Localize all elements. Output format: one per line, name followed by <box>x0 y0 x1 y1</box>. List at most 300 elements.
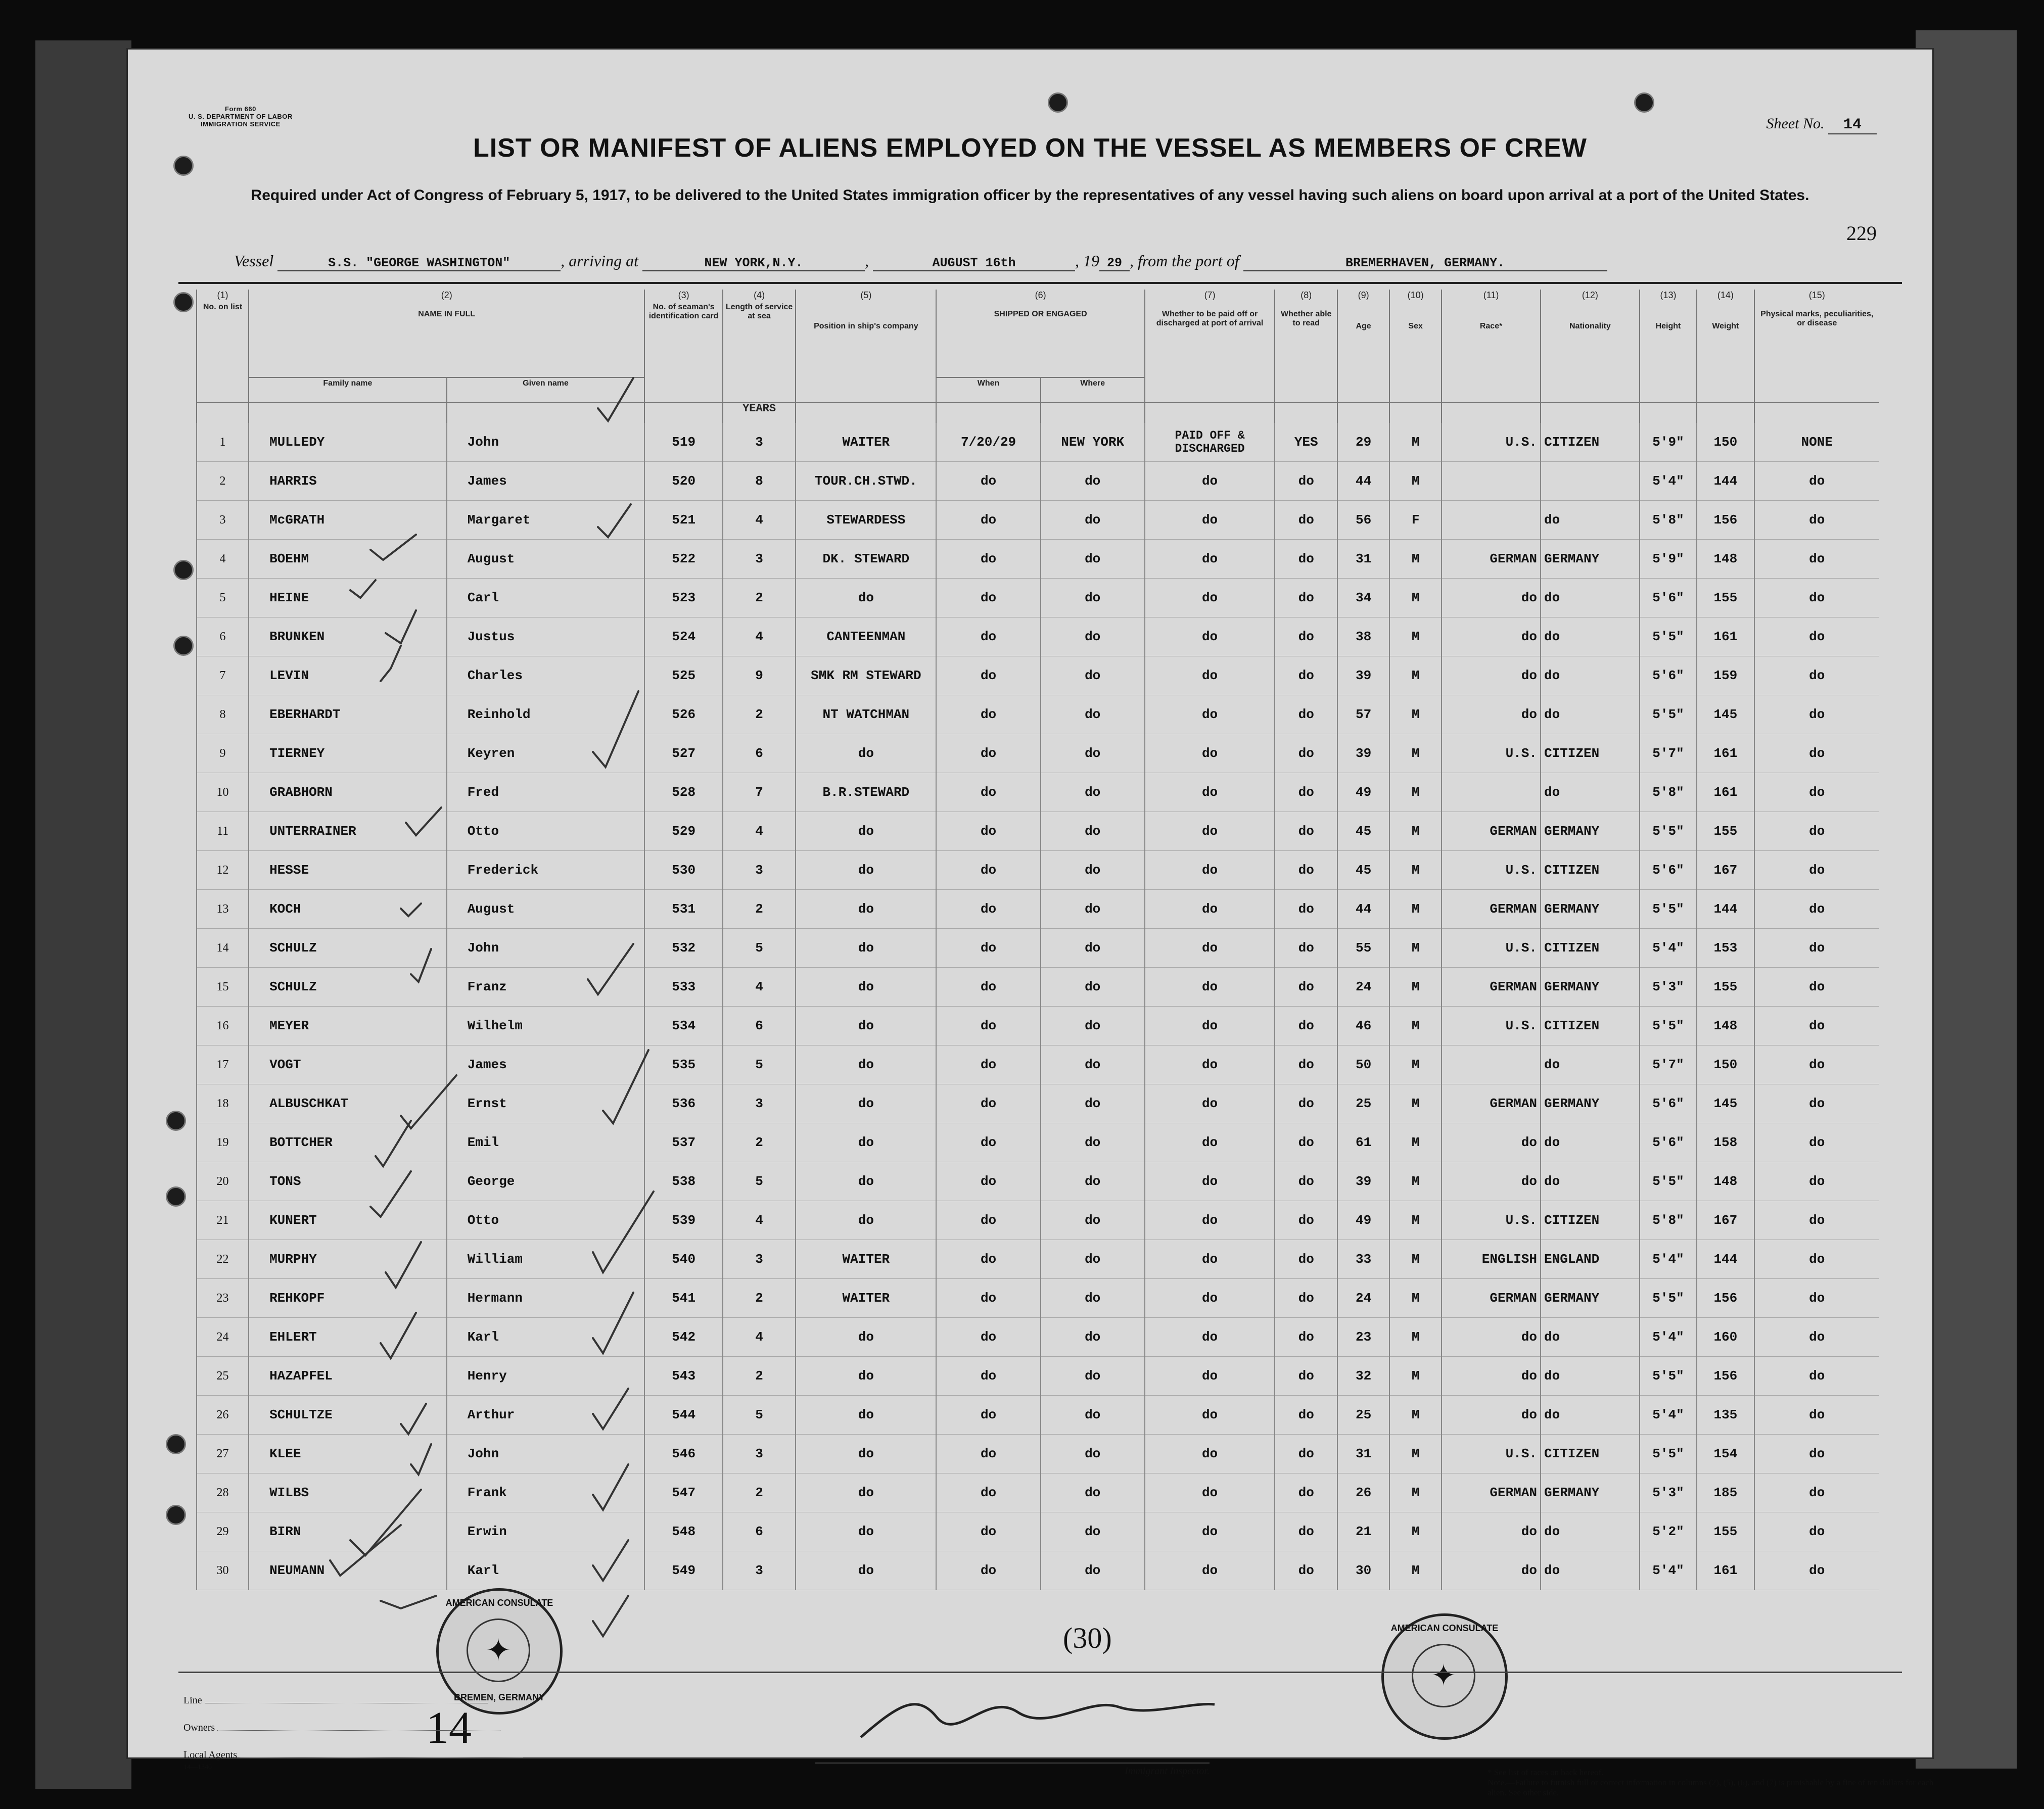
cell-sex: F <box>1389 501 1442 540</box>
cell-service: 3 <box>723 1435 796 1473</box>
cell-given: John <box>447 1435 645 1473</box>
cell-position: do <box>796 1357 936 1396</box>
cell-no: 16 <box>197 1007 249 1045</box>
table-row <box>197 968 1879 1007</box>
cell-height: 5'5" <box>1640 890 1697 929</box>
cell-height: 5'4" <box>1640 1396 1697 1435</box>
cell-card: 519 <box>644 423 723 462</box>
col-num-header: (2) <box>249 290 644 302</box>
cell-service: 4 <box>723 617 796 656</box>
cell-family: BIRN <box>249 1512 447 1551</box>
table-row <box>197 1396 1879 1435</box>
departure-port: BREMERHAVEN, GERMANY. <box>1243 256 1607 271</box>
cell-card: 539 <box>644 1201 723 1240</box>
seal-ring-text: AMERICAN CONSULATE <box>1390 1623 1499 1633</box>
col-num-header: (10) <box>1389 290 1442 302</box>
cell-race: do <box>1442 617 1541 656</box>
cell-race <box>1442 1045 1541 1084</box>
cell-card: 524 <box>644 617 723 656</box>
cell-family: EBERHARDT <box>249 695 447 734</box>
cell-position: do <box>796 1045 936 1084</box>
cell-height: 5'5" <box>1640 812 1697 851</box>
cell-nationality: GERMANY <box>1541 1084 1640 1123</box>
inspector-label: Immigrant Inspector. <box>815 1763 1210 1777</box>
cell-when: do <box>936 1007 1040 1045</box>
cell-service: 4 <box>723 501 796 540</box>
cell-no: 24 <box>197 1318 249 1357</box>
cell-sex: M <box>1389 1045 1442 1084</box>
header-shipped-engaged: SHIPPED OR ENGAGED <box>936 302 1144 377</box>
cell-nationality: GERMANY <box>1541 812 1640 851</box>
table-row <box>197 890 1879 929</box>
cell-position: do <box>796 851 936 890</box>
cell-family: LEVIN <box>249 656 447 695</box>
table-row <box>197 579 1879 617</box>
cell-read: YES <box>1275 423 1337 462</box>
cell-weight: 156 <box>1697 501 1754 540</box>
vessel-name: S.S. "GEORGE WASHINGTON" <box>277 256 561 271</box>
cell-weight: 155 <box>1697 579 1754 617</box>
page-subtitle: Required under Act of Congress of February 5, 1917, to be delivered to the United States immigration officer by the representatives of any vessel having such aliens on board upon arrival at a port of the United States. <box>251 187 1809 204</box>
header-rule <box>178 282 1902 284</box>
cell-height: 5'4" <box>1640 1318 1697 1357</box>
cell-card: 548 <box>644 1512 723 1551</box>
cell-sex: M <box>1389 617 1442 656</box>
cell-height: 5'4" <box>1640 462 1697 501</box>
cell-age: 50 <box>1337 1045 1389 1084</box>
cell-age: 46 <box>1337 1007 1389 1045</box>
cell-height: 5'5" <box>1640 1162 1697 1201</box>
cell-age: 26 <box>1337 1473 1389 1512</box>
cell-paid: do <box>1145 1007 1275 1045</box>
cell-read: do <box>1275 1240 1337 1279</box>
cell-age: 30 <box>1337 1551 1389 1590</box>
cell-card: 543 <box>644 1357 723 1396</box>
table-row <box>197 501 1879 540</box>
cell-nationality: GERMANY <box>1541 1473 1640 1512</box>
footer-rule <box>178 1672 1902 1673</box>
cell-sex: M <box>1389 1435 1442 1473</box>
cell-where: do <box>1041 695 1145 734</box>
cell-no: 29 <box>197 1512 249 1551</box>
cell-where: do <box>1041 1396 1145 1435</box>
cell-weight: 148 <box>1697 1007 1754 1045</box>
cell-card: 523 <box>644 579 723 617</box>
cell-weight: 144 <box>1697 462 1754 501</box>
cell-weight: 156 <box>1697 1357 1754 1396</box>
cell-card: 549 <box>644 1551 723 1590</box>
cell-nationality: CITIZEN <box>1541 851 1640 890</box>
header-race: Race* <box>1442 302 1541 403</box>
cell-nationality: CITIZEN <box>1541 929 1640 968</box>
punch-hole <box>173 560 194 580</box>
cell-family: SCHULZ <box>249 929 447 968</box>
cell-nationality: do <box>1541 1123 1640 1162</box>
cell-family: KLEE <box>249 1435 447 1473</box>
cell-weight: 161 <box>1697 734 1754 773</box>
cell-given: Franz <box>447 968 645 1007</box>
cell-weight: 159 <box>1697 656 1754 695</box>
cell-marks: do <box>1754 851 1879 890</box>
cell-marks: NONE <box>1754 423 1879 462</box>
cell-sex: M <box>1389 929 1442 968</box>
cell-given: Fred <box>447 773 645 812</box>
cell-service: 3 <box>723 1551 796 1590</box>
cell-height: 5'4" <box>1640 1240 1697 1279</box>
cell-given: Frank <box>447 1473 645 1512</box>
cell-weight: 167 <box>1697 851 1754 890</box>
cell-paid: do <box>1145 579 1275 617</box>
cell-height: 5'7" <box>1640 734 1697 773</box>
cell-card: 538 <box>644 1162 723 1201</box>
manifest-sheet <box>126 48 1934 1797</box>
cell-read: do <box>1275 1123 1337 1162</box>
cell-card: 547 <box>644 1473 723 1512</box>
cell-where: do <box>1041 1357 1145 1396</box>
cell-sex: M <box>1389 1162 1442 1201</box>
cell-family: BOEHM <box>249 540 447 579</box>
cell-when: do <box>936 501 1040 540</box>
cell-service: 2 <box>723 1123 796 1162</box>
cell-sex: M <box>1389 1551 1442 1590</box>
cell-where: do <box>1041 1123 1145 1162</box>
col-num-header: (11) <box>1442 290 1541 302</box>
cell-age: 31 <box>1337 1435 1389 1473</box>
cell-age: 55 <box>1337 929 1389 968</box>
cell-service: 4 <box>723 1201 796 1240</box>
cell-nationality: do <box>1541 656 1640 695</box>
cell-weight: 145 <box>1697 1084 1754 1123</box>
total-count-handwritten: (30) <box>1063 1622 1112 1654</box>
cell-given: George <box>447 1162 645 1201</box>
crew-rows <box>197 423 1879 1590</box>
header-length-service: Length of service at sea <box>723 302 796 403</box>
cell-service: 6 <box>723 734 796 773</box>
cell-height: 5'5" <box>1640 617 1697 656</box>
cell-paid: do <box>1145 773 1275 812</box>
cell-nationality: CITIZEN <box>1541 1435 1640 1473</box>
seal-ring-text: BREMEN, GERMANY <box>453 1692 545 1702</box>
cell-nationality: do <box>1541 501 1640 540</box>
cell-position: do <box>796 1396 936 1435</box>
cell-position: do <box>796 1551 936 1590</box>
cell-height: 5'9" <box>1640 540 1697 579</box>
cell-service: 3 <box>723 1240 796 1279</box>
cell-where: do <box>1041 851 1145 890</box>
cell-no: 4 <box>197 540 249 579</box>
header-weight: Weight <box>1697 302 1754 403</box>
cell-service: 5 <box>723 1396 796 1435</box>
cell-no: 2 <box>197 462 249 501</box>
table-row <box>197 851 1879 890</box>
sheet-number-label: Sheet No. <box>1766 115 1825 132</box>
cell-where: do <box>1041 812 1145 851</box>
crew-manifest-table <box>196 290 1879 1590</box>
cell-sex: M <box>1389 423 1442 462</box>
cell-family: BRUNKEN <box>249 617 447 656</box>
cell-age: 56 <box>1337 501 1389 540</box>
cell-race <box>1442 773 1541 812</box>
cell-height: 5'5" <box>1640 1357 1697 1396</box>
cell-where: do <box>1041 1045 1145 1084</box>
cell-where: do <box>1041 1084 1145 1123</box>
cell-service: 4 <box>723 968 796 1007</box>
cell-where: do <box>1041 540 1145 579</box>
cell-nationality: CITIZEN <box>1541 423 1640 462</box>
cell-paid: do <box>1145 1473 1275 1512</box>
cell-card: 536 <box>644 1084 723 1123</box>
cell-read: do <box>1275 812 1337 851</box>
table-row <box>197 617 1879 656</box>
cell-service: 2 <box>723 1357 796 1396</box>
table-row <box>197 929 1879 968</box>
cell-given: Karl <box>447 1551 645 1590</box>
cell-family: WILBS <box>249 1473 447 1512</box>
cell-nationality: CITIZEN <box>1541 1201 1640 1240</box>
cell-card: 534 <box>644 1007 723 1045</box>
cell-weight: 150 <box>1697 423 1754 462</box>
cell-given: Frederick <box>447 851 645 890</box>
seal-ring-text: AMERICAN CONSULATE <box>445 1598 553 1608</box>
cell-position: do <box>796 812 936 851</box>
header-name-in-full: NAME IN FULL <box>249 302 644 377</box>
cell-race: U.S. <box>1442 423 1541 462</box>
cell-age: 31 <box>1337 540 1389 579</box>
cell-family: KUNERT <box>249 1201 447 1240</box>
cell-age: 57 <box>1337 695 1389 734</box>
cell-where: do <box>1041 1473 1145 1512</box>
cell-nationality: do <box>1541 1512 1640 1551</box>
table-row <box>197 1512 1879 1551</box>
cell-when: do <box>936 890 1040 929</box>
table-row <box>197 1357 1879 1396</box>
cell-race: do <box>1442 1357 1541 1396</box>
cell-nationality: GERMANY <box>1541 540 1640 579</box>
arrival-year: 29 <box>1099 256 1130 271</box>
punch-hole <box>166 1434 186 1454</box>
table-row <box>197 1279 1879 1318</box>
cell-family: REHKOPF <box>249 1279 447 1318</box>
punch-hole <box>166 1111 186 1131</box>
header-family-name: Family name <box>249 377 447 403</box>
cell-given: Erwin <box>447 1512 645 1551</box>
col-num-header: (7) <box>1145 290 1275 302</box>
cell-race: do <box>1442 695 1541 734</box>
header-id-card: No. of seaman's identification card <box>644 302 723 403</box>
cell-marks: do <box>1754 579 1879 617</box>
cell-no: 28 <box>197 1473 249 1512</box>
cell-race: GERMAN <box>1442 540 1541 579</box>
cell-service: 2 <box>723 579 796 617</box>
cell-read: do <box>1275 929 1337 968</box>
cell-when: do <box>936 695 1040 734</box>
cell-marks: do <box>1754 1551 1879 1590</box>
cell-height: 5'5" <box>1640 1007 1697 1045</box>
cell-age: 39 <box>1337 734 1389 773</box>
cell-read: do <box>1275 890 1337 929</box>
cell-weight: 148 <box>1697 540 1754 579</box>
cell-service: 7 <box>723 773 796 812</box>
cell-marks: do <box>1754 1512 1879 1551</box>
cell-where: do <box>1041 734 1145 773</box>
cell-read: do <box>1275 656 1337 695</box>
cell-read: do <box>1275 1201 1337 1240</box>
check-mark-icon <box>381 1596 436 1608</box>
table-row <box>197 1123 1879 1162</box>
cell-family: McGRATH <box>249 501 447 540</box>
form-identifier <box>189 105 293 128</box>
cell-given: James <box>447 1045 645 1084</box>
cell-weight: 153 <box>1697 929 1754 968</box>
cell-given: Keyren <box>447 734 645 773</box>
cell-weight: 161 <box>1697 1551 1754 1590</box>
cell-nationality: do <box>1541 773 1640 812</box>
cell-family: HEINE <box>249 579 447 617</box>
cell-card: 535 <box>644 1045 723 1084</box>
cell-position: STEWARDESS <box>796 501 936 540</box>
cell-height: 5'6" <box>1640 1084 1697 1123</box>
cell-marks: do <box>1754 1318 1879 1357</box>
cell-paid: do <box>1145 1512 1275 1551</box>
cell-when: do <box>936 929 1040 968</box>
cell-paid: do <box>1145 540 1275 579</box>
cell-age: 34 <box>1337 579 1389 617</box>
cell-read: do <box>1275 1162 1337 1201</box>
table-row <box>197 812 1879 851</box>
cell-height: 5'5" <box>1640 1435 1697 1473</box>
cell-age: 45 <box>1337 851 1389 890</box>
cell-paid: do <box>1145 1551 1275 1590</box>
cell-no: 1 <box>197 423 249 462</box>
cell-when: do <box>936 1396 1040 1435</box>
cell-service: 5 <box>723 929 796 968</box>
cell-sex: M <box>1389 1318 1442 1357</box>
cell-weight: 144 <box>1697 1240 1754 1279</box>
cell-no: 11 <box>197 812 249 851</box>
cell-service: 9 <box>723 656 796 695</box>
cell-age: 61 <box>1337 1123 1389 1162</box>
cell-given: August <box>447 890 645 929</box>
consulate-seal <box>1381 1613 1508 1740</box>
cell-nationality: do <box>1541 695 1640 734</box>
cell-read: do <box>1275 695 1337 734</box>
cell-race: GERMAN <box>1442 1084 1541 1123</box>
table-row <box>197 695 1879 734</box>
cell-height: 5'5" <box>1640 1279 1697 1318</box>
cell-read: do <box>1275 1084 1337 1123</box>
cell-marks: do <box>1754 1435 1879 1473</box>
cell-position: B.R.STEWARD <box>796 773 936 812</box>
cell-paid: do <box>1145 1045 1275 1084</box>
cell-when: do <box>936 1318 1040 1357</box>
cell-height: 5'6" <box>1640 579 1697 617</box>
cell-when: do <box>936 462 1040 501</box>
header-where: Where <box>1041 377 1145 403</box>
year-prefix: 19 <box>1083 252 1099 270</box>
cell-nationality <box>1541 462 1640 501</box>
check-mark-icon <box>593 1596 628 1636</box>
cell-weight: 148 <box>1697 1162 1754 1201</box>
cell-where: do <box>1041 1201 1145 1240</box>
cell-race: ENGLISH <box>1442 1240 1541 1279</box>
cell-marks: do <box>1754 1045 1879 1084</box>
table-row <box>197 1045 1879 1084</box>
cell-race: do <box>1442 1162 1541 1201</box>
table-row <box>197 1473 1879 1512</box>
cell-where: do <box>1041 1007 1145 1045</box>
cell-age: 33 <box>1337 1240 1389 1279</box>
cell-paid: do <box>1145 851 1275 890</box>
cell-nationality: do <box>1541 1396 1640 1435</box>
cell-height: 5'8" <box>1640 501 1697 540</box>
eagle-icon: ✦ <box>467 1618 530 1682</box>
cell-where: do <box>1041 1162 1145 1201</box>
cell-read: do <box>1275 1045 1337 1084</box>
eagle-icon: ✦ <box>1412 1644 1475 1707</box>
cell-service: 3 <box>723 1084 796 1123</box>
header-nationality: Nationality <box>1541 302 1640 403</box>
owners-label: Owners <box>183 1722 215 1733</box>
table-row <box>197 1240 1879 1279</box>
cell-sex: M <box>1389 1473 1442 1512</box>
sheet-number <box>1767 115 1877 133</box>
cell-paid: do <box>1145 1357 1275 1396</box>
cell-no: 18 <box>197 1084 249 1123</box>
cell-position: do <box>796 1435 936 1473</box>
cell-where: do <box>1041 890 1145 929</box>
cell-where: do <box>1041 1318 1145 1357</box>
cell-family: VOGT <box>249 1045 447 1084</box>
cell-paid: do <box>1145 501 1275 540</box>
service: IMMIGRATION SERVICE <box>201 120 281 128</box>
cell-when: do <box>936 1240 1040 1279</box>
cell-age: 21 <box>1337 1512 1389 1551</box>
cell-when: do <box>936 734 1040 773</box>
cell-height: 5'3" <box>1640 968 1697 1007</box>
cell-weight: 167 <box>1697 1201 1754 1240</box>
cell-where: do <box>1041 1512 1145 1551</box>
footer-fields <box>183 1687 523 1773</box>
cell-service: 2 <box>723 1473 796 1512</box>
cell-given: Charles <box>447 656 645 695</box>
cell-no: 9 <box>197 734 249 773</box>
cell-age: 39 <box>1337 656 1389 695</box>
col-num-header: (8) <box>1275 290 1337 302</box>
cell-nationality: CITIZEN <box>1541 1007 1640 1045</box>
cell-family: HESSE <box>249 851 447 890</box>
cell-where: do <box>1041 579 1145 617</box>
cell-nationality: do <box>1541 1357 1640 1396</box>
cell-paid: do <box>1145 656 1275 695</box>
cell-marks: do <box>1754 1084 1879 1123</box>
cell-read: do <box>1275 1512 1337 1551</box>
cell-position: TOUR.CH.STWD. <box>796 462 936 501</box>
cell-family: BOTTCHER <box>249 1123 447 1162</box>
cell-marks: do <box>1754 617 1879 656</box>
cell-when: do <box>936 1084 1040 1123</box>
cell-marks: do <box>1754 1123 1879 1162</box>
cell-race: GERMAN <box>1442 1473 1541 1512</box>
cell-card: 537 <box>644 1123 723 1162</box>
cell-sex: M <box>1389 734 1442 773</box>
arrival-port: NEW YORK,N.Y. <box>642 256 865 271</box>
cell-no: 20 <box>197 1162 249 1201</box>
cell-nationality: GERMANY <box>1541 1279 1640 1318</box>
cell-family: GRABHORN <box>249 773 447 812</box>
cell-where: do <box>1041 1240 1145 1279</box>
cell-marks: do <box>1754 1162 1879 1201</box>
cell-age: 29 <box>1337 423 1389 462</box>
